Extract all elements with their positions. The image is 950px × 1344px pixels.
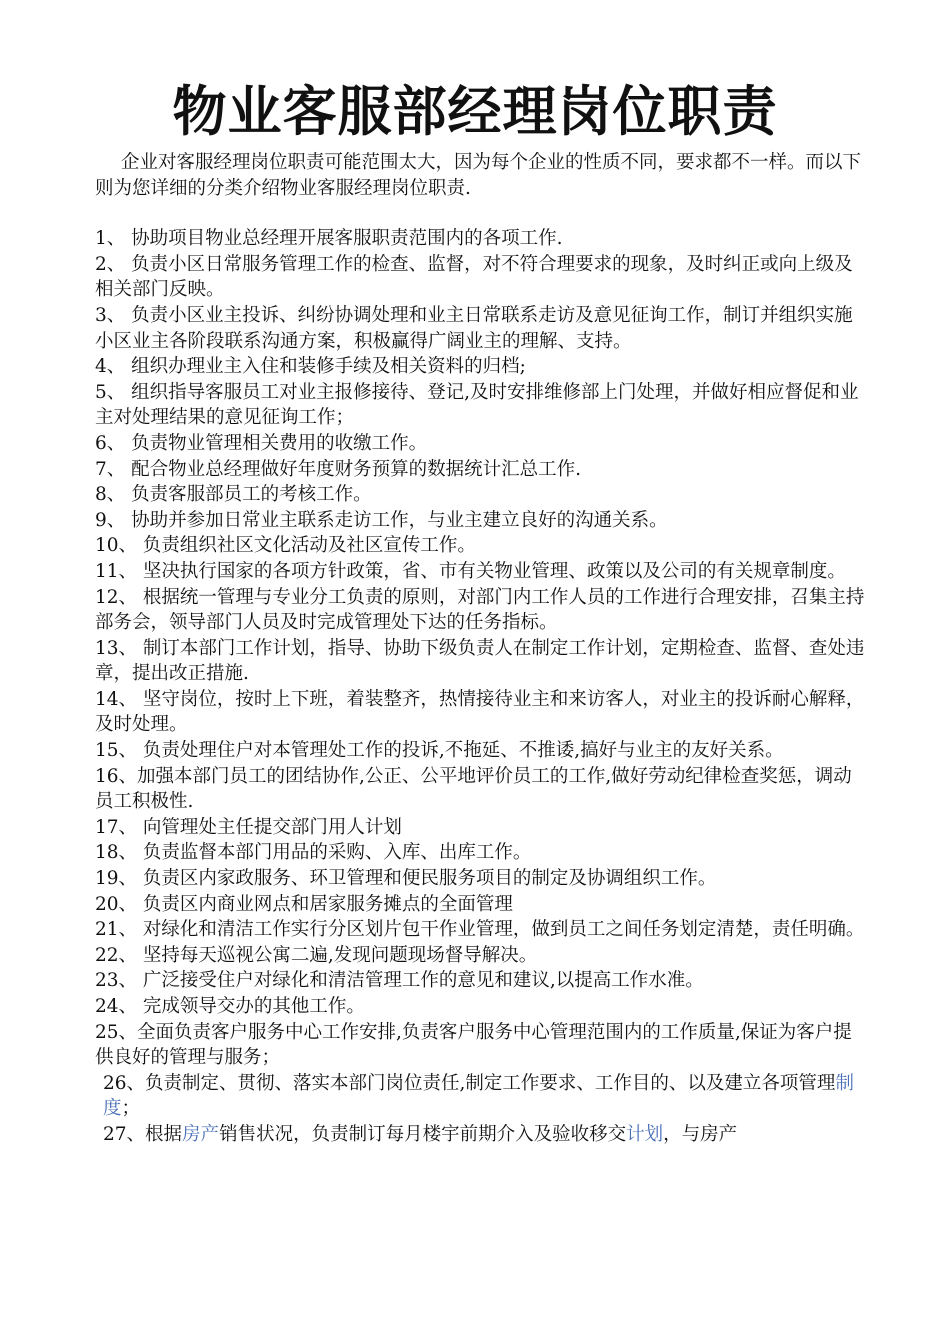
zhidu-link[interactable]: 制度	[103, 1072, 854, 1120]
item-27-text-1: 27、根据	[103, 1123, 183, 1145]
list-item: 11、 坚决执行国家的各项方针政策，省、市有关物业管理、政策以及公司的有关规章制度。	[95, 560, 846, 582]
list-item: 8、 负责客服部员工的考核工作。	[95, 484, 372, 506]
item-27-text-3: ，与房产	[663, 1123, 738, 1145]
list-item: 24、 完成领导交办的其他工作。	[95, 996, 365, 1017]
jihua-link[interactable]: 计划	[626, 1123, 664, 1145]
list-item: 1、 协助项目物业总经理开展客服职责范围内的各项工作.	[95, 228, 563, 250]
list-item: 5、 组织指导客服员工对业主报修接待、登记,及时安排维修部上门处理，并做好相应督促和业主对处理结果的意见征询工作；	[95, 381, 859, 429]
document-body	[95, 150, 870, 1148]
paragraph-gap	[95, 201, 870, 226]
list-item: 18、 负责监督本部门用品的采购、入库、出库工作。	[95, 842, 532, 864]
list-item: 12、 根据统一管理与专业分工负责的原则，对部门内工作人员的工作进行合理安排，召集主持部务会，领导部门人员及时完成管理处下达的任务指标。	[95, 586, 865, 634]
item-26-tail: ；	[121, 1098, 141, 1120]
list-item: 14、 坚守岗位，按时上下班，着装整齐，热情接待业主和来访客人，对业主的投诉耐心解释，及时处理。	[95, 688, 865, 736]
page-title: 物业客服部经理岗位职责	[172, 79, 778, 143]
list-item: 9、 协助并参加日常业主联系走访工作，与业主建立良好的沟通关系。	[95, 509, 668, 531]
list-item: 22、 坚持每天巡视公寓二遍,发现问题现场督导解决。	[95, 944, 538, 966]
intro-paragraph: 企业对客服经理岗位职责可能范围太大，因为每个企业的性质不同，要求都不一样。而以下则为您详细的分类介绍物业客服经理岗位职责.	[95, 152, 862, 199]
list-item: 13、 制订本部门工作计划，指导、协助下级负责人在制定工作计划，定期检查、监督、查处违章，提出改正措施.	[95, 637, 865, 685]
list-item: 21、 对绿化和清洁工作实行分区划片包干作业管理，做到员工之间任务划定清楚，责任明确。	[95, 919, 865, 941]
list-item: 6、 负责物业管理相关费用的收缴工作。	[95, 432, 428, 454]
list-item: 23、 广泛接受住户对绿化和清洁管理工作的意见和建议,以提高工作水准。	[95, 970, 704, 992]
list-item-26	[95, 1071, 870, 1122]
list-item: 16、加强本部门员工的团结协作,公正、公平地评价员工的工作,做好劳动纪律检查奖惩，调动员工积极性.	[95, 765, 852, 813]
list-item: 2、 负责小区日常服务管理工作的检查、监督，对不符合理要求的现象，及时纠正或向上级及相关部门反映。	[95, 253, 853, 301]
list-item: 17、 向管理处主任提交部门用人计划	[95, 816, 402, 838]
item-26-text: 26、负责制定、贯彻、落实本部门岗位责任,制定工作要求、工作目的、以及建立各项管理	[103, 1072, 836, 1094]
list-item: 25、全面负责客户服务中心工作安排,负责客户服务中心管理范围内的工作质量,保证为客户提供良好的管理与服务；	[95, 1021, 852, 1069]
list-item: 15、 负责处理住户对本管理处工作的投诉,不拖延、不推诿,搞好与业主的友好关系。	[95, 740, 784, 762]
list-item: 19、 负责区内家政服务、环卫管理和便民服务项目的制定及协调组织工作。	[95, 868, 717, 890]
list-item: 10、 负责组织社区文化活动及社区宣传工作。	[95, 535, 476, 557]
item-27-text-2: 销售状况，负责制订每月楼宇前期介入及验收移交	[219, 1123, 627, 1145]
fangchan-link[interactable]: 房产	[182, 1123, 220, 1145]
list-item: 20、 负责区内商业网点和居家服务摊点的全面管理	[95, 893, 513, 915]
list-item: 3、 负责小区业主投诉、纠纷协调处理和业主日常联系走访及意见征询工作，制订并组织实施小区业主各阶段联系沟通方案，积极赢得广阔业主的理解、支持。	[95, 304, 853, 352]
list-item: 7、 配合物业总经理做好年度财务预算的数据统计汇总工作.	[95, 458, 582, 480]
list-item-27	[95, 1122, 870, 1148]
list-item: 4、 组织办理业主入住和装修手续及相关资料的归档;	[95, 356, 526, 378]
